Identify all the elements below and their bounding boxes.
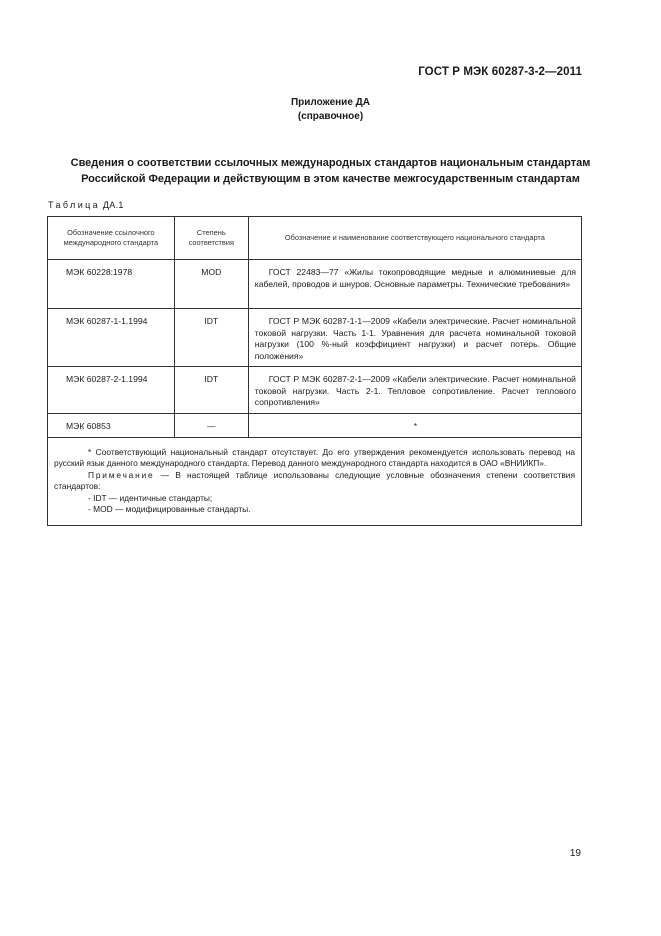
column-header-reference: Обозначение ссылочного международного стандарта (48, 217, 175, 260)
table-caption-number: ДА.1 (102, 200, 124, 210)
page-number: 19 (569, 848, 581, 859)
table-footnote (48, 437, 582, 525)
table-row (48, 367, 582, 414)
note-paragraph (54, 470, 575, 493)
cell-national (248, 260, 581, 309)
table-caption-word: Таблица (48, 200, 101, 210)
cell-national: * (248, 413, 581, 437)
cell-reference: МЭК 60287-2-1.1994 (48, 367, 175, 414)
cell-national-text: ГОСТ 22483—77 «Жилы токопроводящие медные и алюминиевые для кабелей, проводов и шнуров. Основные параметры. Технические требования» (254, 267, 576, 289)
cell-degree: — (174, 413, 248, 437)
cell-degree: IDT (174, 309, 248, 367)
section-title-line-2: Российской Федерации и действующим в этом качестве межгосударственным стандартам (81, 173, 580, 185)
note-item-mod: - MOD — модифицированные стандарты. (88, 504, 251, 514)
annex-subtitle: (справочное) (297, 111, 364, 122)
note-item-idt: - IDT — идентичные стандарты; (88, 492, 213, 503)
column-header-national: Обозначение и наименование соответствующего национального стандарта (248, 217, 581, 260)
section-title-line-1: Сведения о соответствии ссылочных международных стандартов национальным стандартам (70, 157, 591, 169)
document-id: ГОСТ Р МЭК 60287-3-2—2011 (418, 66, 582, 78)
annex-heading (0, 96, 661, 124)
cell-national-text: ГОСТ Р МЭК 60287-2-1—2009 «Кабели электрические. Расчет номинальной токовой нагрузки. Часть 2-1. Тепловое сопротивление. Расчет теплового сопротивления» (254, 374, 576, 407)
cell-reference: МЭК 60853 (48, 413, 175, 437)
footnote-text: * Соответствующий национальный стандарт отсутствует. До его утверждения рекомендуется использовать перевод на русский язык данного международного стандарта. Перевод данного международного стандарта находится в ОАО «ВНИИКП». (54, 446, 575, 468)
table-caption (48, 200, 124, 210)
table-footnote-row (48, 437, 582, 525)
table-header-row (48, 217, 582, 260)
standards-table (47, 216, 582, 526)
note-text: — В настоящей таблице использованы следующие условные обозначения степени соответствия стандартов: (54, 469, 575, 491)
cell-national-text: ГОСТ Р МЭК 60287-1-1—2009 «Кабели электрические. Расчет номинальной токовой нагрузки. Часть 1-1. Уравнения для расчета номинальной токовой нагрузки (100 %-ный коэффициент нагрузки) и расчет потерь. Общие положения» (254, 316, 576, 361)
cell-national (248, 367, 581, 414)
annex-title: Приложение ДА (290, 97, 371, 108)
table-row (48, 413, 582, 437)
cell-degree: IDT (174, 367, 248, 414)
cell-reference: МЭК 60287-1-1.1994 (48, 309, 175, 367)
cell-reference: МЭК 60228:1978 (48, 260, 175, 309)
cell-national (248, 309, 581, 367)
note-label: Примечание (88, 469, 155, 480)
column-header-degree: Степень соответствия (174, 217, 248, 260)
cell-degree: MOD (174, 260, 248, 309)
table-row (48, 260, 582, 309)
table-row (48, 309, 582, 367)
section-title (40, 155, 621, 187)
